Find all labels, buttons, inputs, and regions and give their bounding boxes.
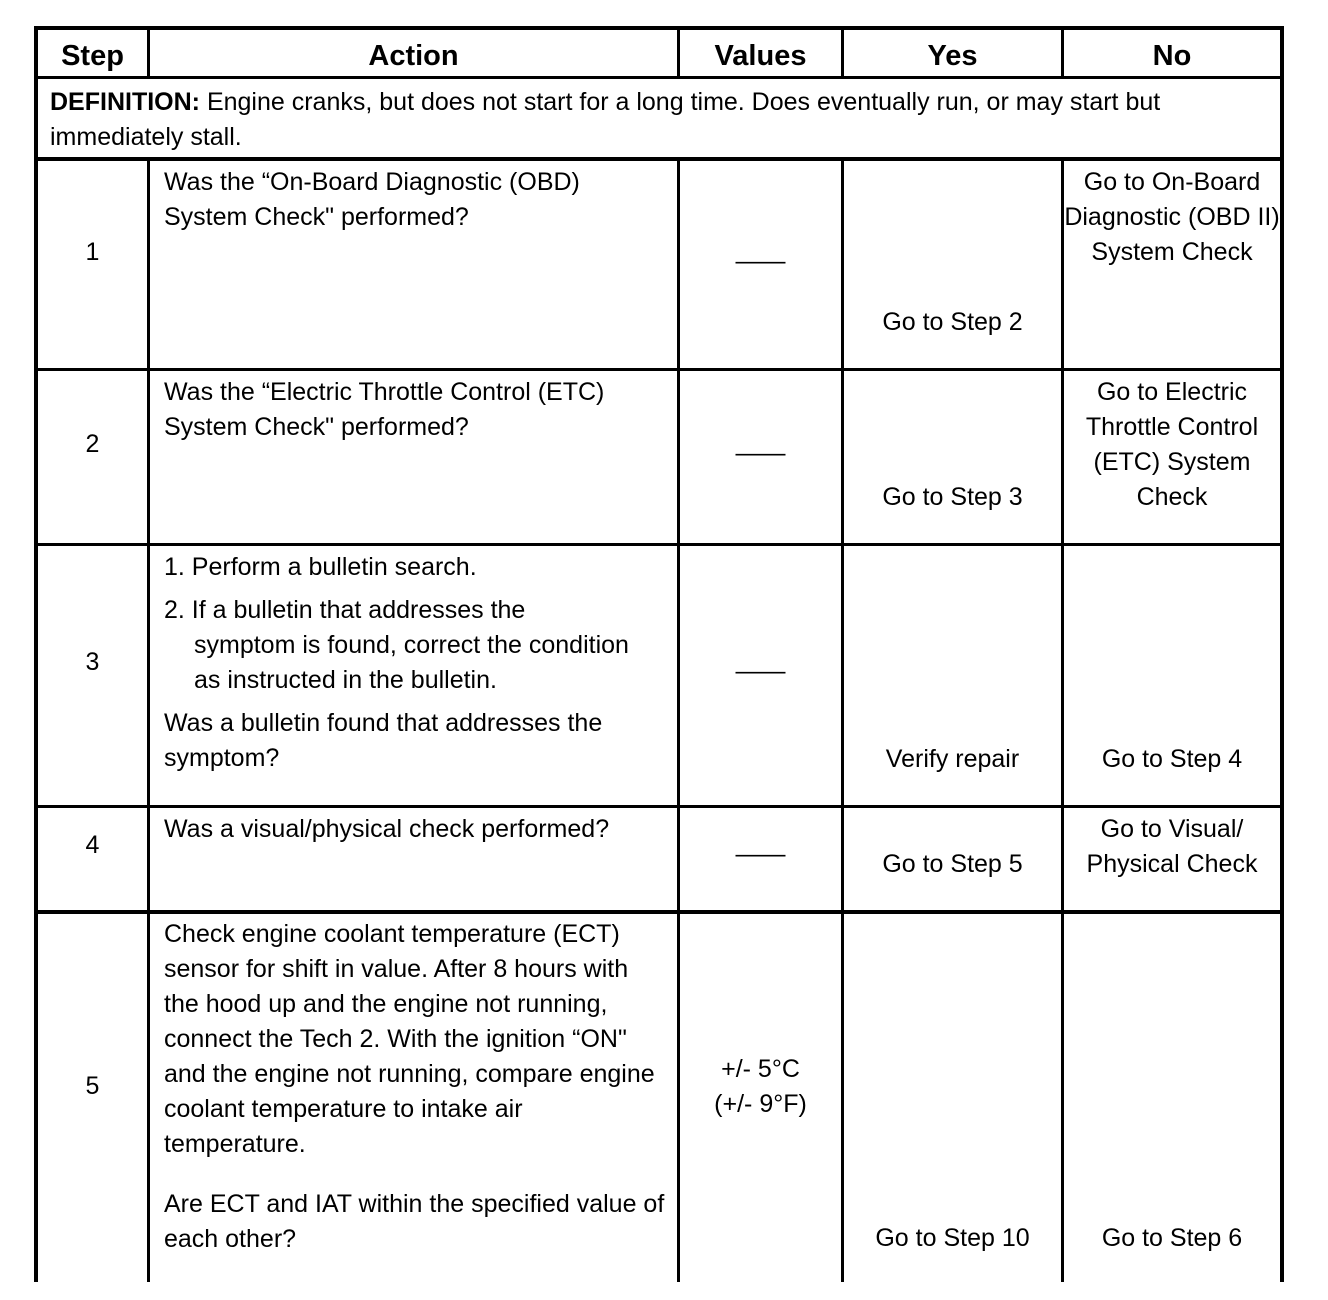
header-no: No [1152,40,1192,72]
header-values: Values [714,40,807,72]
value-text: —— [735,247,786,275]
action-text: Was the “Electric Throttle Control (ETC) System Check" performed? [164,378,605,441]
row3-bottom-line [34,805,1284,808]
row1-bottom-line [34,368,1284,371]
action-question: Was a bulletin found that addresses the symptom? [164,709,603,772]
value-text: —— [735,439,786,467]
header-yes: Yes [927,40,978,72]
step-number: 4 [85,831,100,859]
step-number: 5 [85,1072,100,1100]
action-item-1: 1. Perform a bulletin search. [164,553,477,581]
action-text: Was a visual/physical check performed? [164,815,610,843]
no-text: Go to Step 4 [1101,745,1243,773]
step-number: 1 [85,238,100,266]
row4-bottom-line [34,910,1284,914]
action-text: Was the “On-Board Diagnostic (OBD) System Check" performed? [164,168,580,231]
no-text: Go to Electric Throttle Control (ETC) System Check [1085,378,1259,511]
value-text: —— [735,657,786,685]
yes-text: Go to Step 10 [875,1224,1030,1252]
value-fahrenheit: (+/- 9°F) [714,1090,807,1118]
header-action: Action [368,40,459,72]
action-instructions: Check engine coolant temperature (ECT) sensor for shift in value. After 8 hours with the hood up and the engine not running, connect the Tech 2. With the ignition “ON" and the engine not running, compare engine coolant temperature to intake air temperature. [164,920,655,1158]
no-text: Go to On-Board Diagnostic (OBD II) System Check [1064,168,1280,266]
step-number: 3 [85,648,100,676]
value-text [680,1052,841,1122]
no-text: Go to Visual/ Physical Check [1086,815,1258,878]
action-item-2-first: 2. If a bulletin that addresses the [164,596,526,624]
diagnostic-table [34,26,1284,1282]
value-text: —— [735,840,786,868]
row2-bottom-line [34,543,1284,546]
yes-text: Go to Step 5 [882,850,1023,878]
value-celsius: +/- 5°C [721,1055,800,1083]
definition-body: Engine cranks, but does not start for a long time. Does eventually run, or may start but immediately stall. [50,88,1161,151]
action-text [164,550,664,776]
col-divider-yes-body [1061,159,1064,1282]
definition-bottom-line [34,157,1284,161]
action-question: Are ECT and IAT within the specified value of each other? [164,1190,665,1253]
yes-text: Go to Step 2 [882,308,1023,336]
yes-text: Go to Step 3 [882,483,1023,511]
action-item-2-rest: symptom is found, correct the condition as instructed in the bulletin. [194,631,629,694]
action-text [164,917,669,1257]
definition-text [50,85,1255,155]
definition-label: DEFINITION: [50,88,200,116]
table-border-right [1280,26,1284,1282]
no-text: Go to Step 6 [1101,1224,1243,1252]
yes-text: Verify repair [885,745,1020,773]
header-step: Step [61,40,124,72]
step-number: 2 [85,430,100,458]
col-divider-step-body [147,159,150,1282]
